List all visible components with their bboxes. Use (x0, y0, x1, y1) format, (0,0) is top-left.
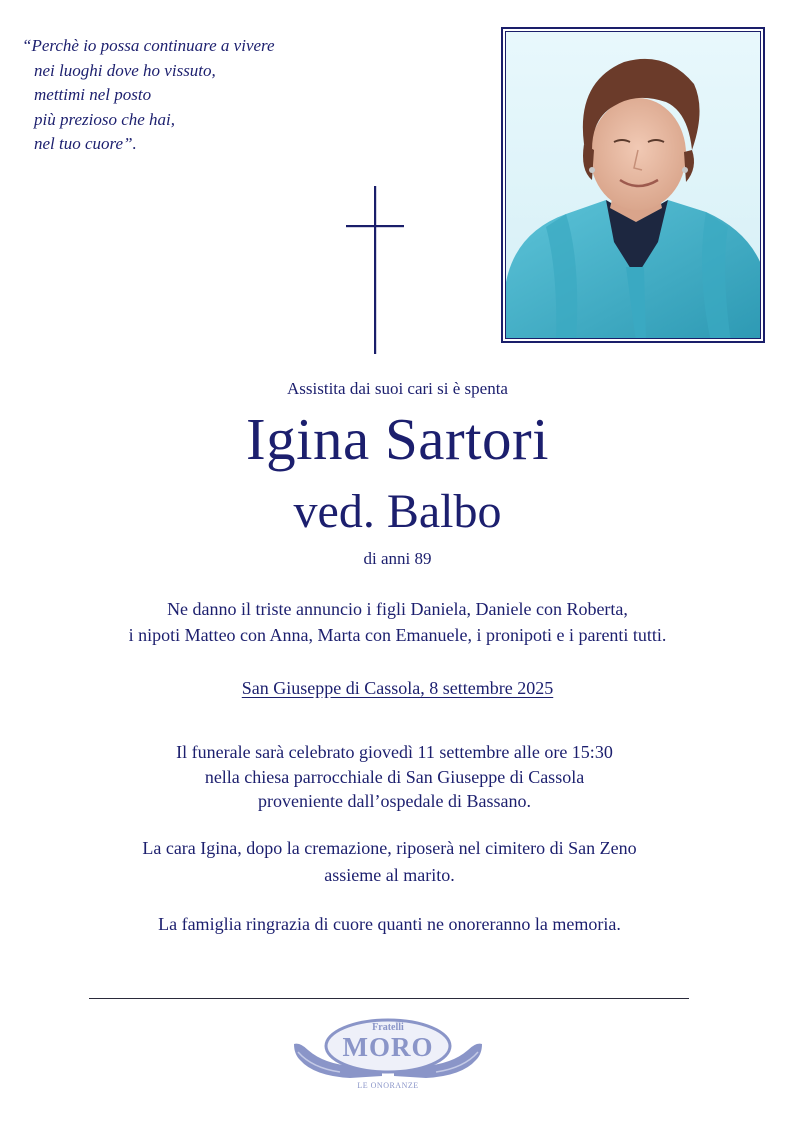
deceased-married-name: ved. Balbo (293, 485, 502, 538)
place-date (0, 678, 795, 699)
thanks-line: La famiglia ringrazia di cuore quanti ne onoreranno la memoria. (158, 914, 621, 934)
funeral-line: nella chiesa parrocchiale di San Giuseppe di Cassola (204, 766, 585, 787)
announcement (0, 596, 795, 648)
place-date-text: San Giuseppe di Cassola, 8 settembre 2025 (241, 678, 554, 698)
portrait-frame (501, 27, 765, 343)
deceased-age: di anni 89 (363, 549, 432, 568)
quote-line: nel tuo cuore”. (34, 134, 137, 153)
logo-top-text: Fratelli (372, 1022, 404, 1033)
quote-line: nei luoghi dove ho vissuto, (34, 60, 216, 80)
quote-line: “Perchè io possa continuare a vivere (22, 36, 275, 55)
deceased-name: Igina Sartori (245, 406, 550, 472)
epitaph-quote (22, 34, 382, 157)
funeral-home-logo (290, 1014, 486, 1096)
quote-line: più prezioso che hai, (34, 109, 176, 129)
burial-line: assieme al marito. (324, 865, 455, 885)
funeral-info (0, 740, 792, 814)
deceased-portrait-photo (505, 31, 761, 339)
logo-bottom-text: LE ONORANZE (357, 1081, 419, 1090)
latin-cross-icon (344, 186, 406, 356)
burial-line: La cara Igina, dopo la cremazione, riposerà nel cimitero di San Zeno (142, 838, 637, 858)
announcement-line: i nipoti Matteo con Anna, Marta con Emanuele, i pronipoti e i parenti tutti. (128, 625, 667, 645)
burial-info (0, 835, 787, 889)
funeral-line: Il funerale sarà celebrato giovedì 11 settembre alle ore 15:30 (176, 742, 613, 762)
divider (89, 998, 689, 999)
intro-line: Assistita dai suoi cari si è spenta (287, 379, 508, 398)
quote-line: mettimi nel posto (34, 85, 152, 104)
logo-name: MORO (342, 1032, 434, 1062)
announcement-line: Ne danno il triste annuncio i figli Daniela, Daniele con Roberta, (167, 599, 628, 619)
funeral-line: proveniente dall’ospedale di Bassano. (258, 791, 531, 811)
